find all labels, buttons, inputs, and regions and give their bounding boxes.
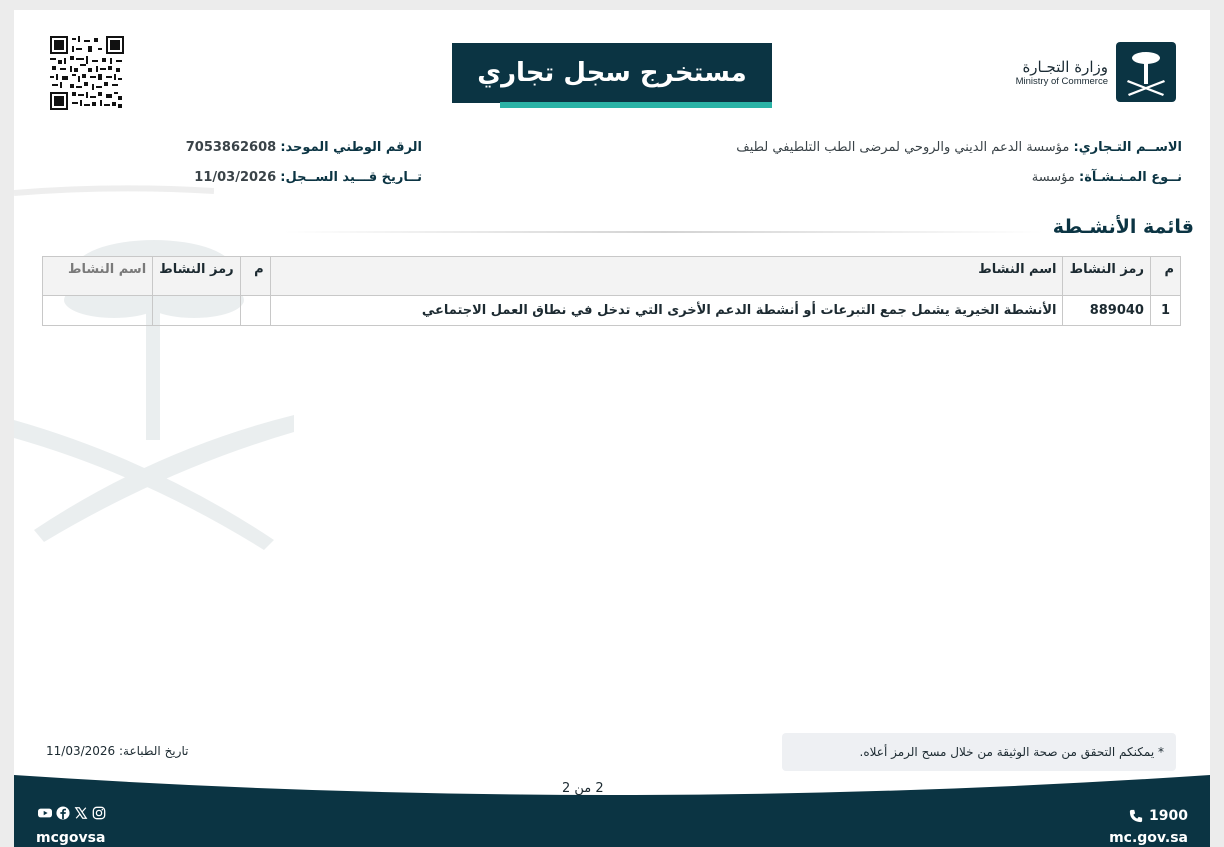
print-date-label: تاريخ الطباعة: (119, 744, 189, 758)
document-title: مستخرج سجل تجاري (452, 43, 772, 103)
facebook-icon[interactable] (56, 806, 70, 820)
document-page (14, 10, 1210, 847)
col-index-header-2: م (240, 257, 270, 296)
entity-type-value: مؤسسة (1031, 170, 1075, 185)
registration-date-label: تــاريخ قـــيد الســجل: (280, 170, 422, 185)
x-icon[interactable] (74, 806, 88, 820)
unified-number-value: 7053862608 (185, 140, 277, 155)
print-date (46, 744, 188, 758)
saudi-emblem-icon (1116, 42, 1176, 102)
title-accent-bar (500, 102, 772, 108)
entity-type-label: نــوع المـنـشـآة: (1079, 170, 1182, 185)
print-date-value: 11/03/2026 (46, 744, 116, 758)
social-icons (38, 806, 106, 820)
qr-code-icon[interactable] (50, 36, 124, 110)
footer-website[interactable]: mc.gov.sa (1109, 830, 1188, 846)
instagram-icon[interactable] (92, 806, 106, 820)
registration-date-row (194, 170, 422, 185)
footer-phone[interactable] (1129, 808, 1188, 824)
empty-cell (240, 296, 270, 326)
footer-band (14, 775, 1210, 847)
trade-name-value: مؤسسة الدعم الديني والروحي لمرضى الطب التلطيفي لطيف (736, 140, 1070, 155)
ministry-name-english: Ministry of Commerce (1015, 75, 1108, 87)
col-code-header-2: رمز النشاط (153, 257, 240, 296)
trade-name-label: الاســم التـجاري: (1073, 140, 1182, 155)
unified-number-label: الرقم الوطني الموحد: (280, 140, 422, 155)
table-row (43, 296, 1181, 326)
entity-type-row (1032, 170, 1182, 185)
youtube-icon[interactable] (38, 806, 52, 820)
activities-table (42, 256, 1181, 326)
row-code: 889040 (1063, 296, 1150, 326)
trade-name-row (736, 140, 1182, 155)
phone-icon (1129, 809, 1143, 823)
col-code-header: رمز النشاط (1063, 257, 1150, 296)
empty-cell (153, 296, 240, 326)
section-divider (284, 231, 1044, 233)
row-index: 1 (1150, 296, 1180, 326)
row-name: الأنشطة الخيرية يشمل جمع التبرعات أو أنشطة الدعم الأخرى التي تدخل في نطاق العمل الاجتماعي (270, 296, 1063, 326)
ministry-logo (1016, 42, 1176, 102)
col-index-header: م (1150, 257, 1180, 296)
verification-note: * يمكنكم التحقق من صحة الوثيقة من خلال مسح الرمز أعلاه. (782, 733, 1176, 771)
table-header-row (43, 257, 1181, 296)
registration-date-value: 11/03/2026 (194, 170, 277, 185)
phone-number: 1900 (1149, 808, 1188, 824)
col-name-header: اسم النشاط (270, 257, 1063, 296)
unified-number-row (186, 140, 422, 155)
page-number: 2 من 2 (562, 781, 604, 796)
social-handle[interactable]: mcgovsa (36, 830, 106, 846)
ministry-name-arabic: وزارة التجـارة (1022, 57, 1108, 76)
footer-wave (14, 775, 1210, 847)
decorative-swoosh (14, 175, 214, 205)
activities-section-title: قائمة الأنشـطة (1052, 216, 1194, 238)
col-name-header-2: اسم النشاط (43, 257, 153, 296)
empty-cell (43, 296, 153, 326)
